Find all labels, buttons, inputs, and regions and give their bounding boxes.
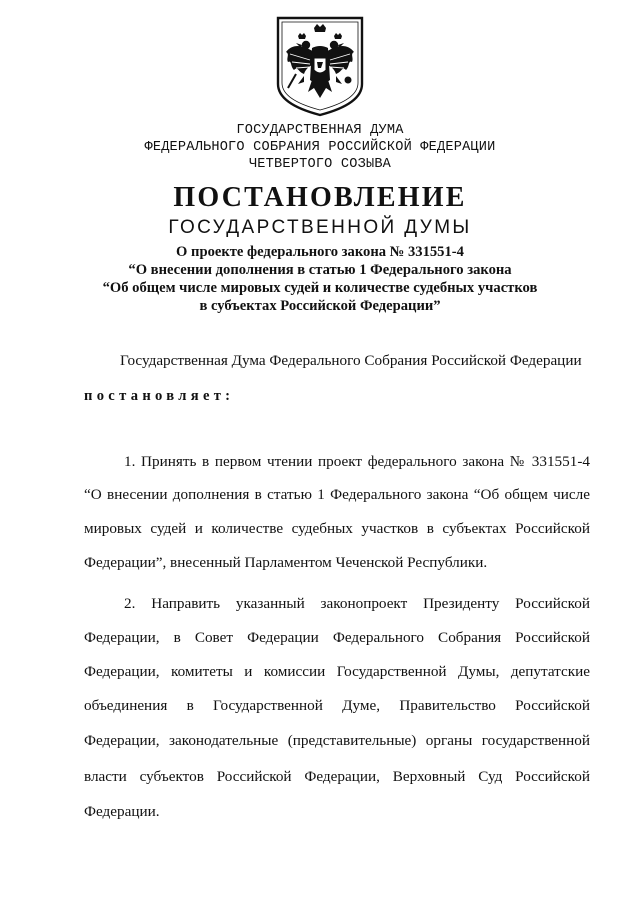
- item2-line-7: Федерации.: [84, 803, 160, 820]
- about-line-3: “Об общем числе мировых судей и количестве судебных участков: [102, 280, 538, 296]
- item1-line-1: 1. Принять в первом чтении проект федерального закона № 331551-4: [124, 453, 590, 470]
- org-line-3: ЧЕТВЕРТОГО СОЗЫВА: [248, 157, 392, 172]
- item2-line-6: власти субъектов Российской Федерации, Верховный Суд Российской: [84, 768, 590, 785]
- item2-line-2: Федерации, в Совет Федерации Федерального Собрания Российской: [84, 629, 590, 646]
- item1-line-4: Федерации”, внесенный Парламентом Чеченской Республики.: [84, 554, 488, 571]
- item2-line-1: 2. Направить указанный законопроект Президенту Российской: [124, 595, 590, 612]
- preamble: Государственная Дума Федерального Собрания Российской Федерации: [120, 352, 582, 369]
- document-title: ПОСТАНОВЛЕНИЕ: [173, 182, 467, 213]
- org-line-1: ГОСУДАРСТВЕННАЯ ДУМА: [236, 123, 404, 138]
- item2-line-3: Федерации, комитеты и комиссии Государственной Думы, депутатские: [84, 663, 590, 680]
- document-subtitle: ГОСУДАРСТВЕННОЙ ДУМЫ: [168, 217, 472, 238]
- decrees-word: постановляет:: [84, 388, 235, 404]
- about-line-1: О проекте федерального закона № 331551-4: [176, 244, 464, 260]
- item1-line-3: мировых судей и количестве судебных участков в субъектах Российской: [84, 520, 590, 537]
- org-line-2: ФЕДЕРАЛЬНОГО СОБРАНИЯ РОССИЙСКОЙ ФЕДЕРАЦИИ: [144, 140, 496, 155]
- item2-line-5: Федерации, законодательные (представительные) органы государственной: [84, 732, 590, 749]
- about-line-2: “О внесении дополнения в статью 1 Федерального закона: [128, 262, 512, 278]
- item2-line-4: объединения в Государственной Думе, Правительство Российской: [84, 697, 590, 714]
- about-line-4: в субъектах Российской Федерации”: [199, 298, 441, 314]
- item1-line-2: “О внесении дополнения в статью 1 Федерального закона “Об общем числе: [84, 486, 590, 503]
- russian-coat-of-arms-icon: [274, 14, 366, 118]
